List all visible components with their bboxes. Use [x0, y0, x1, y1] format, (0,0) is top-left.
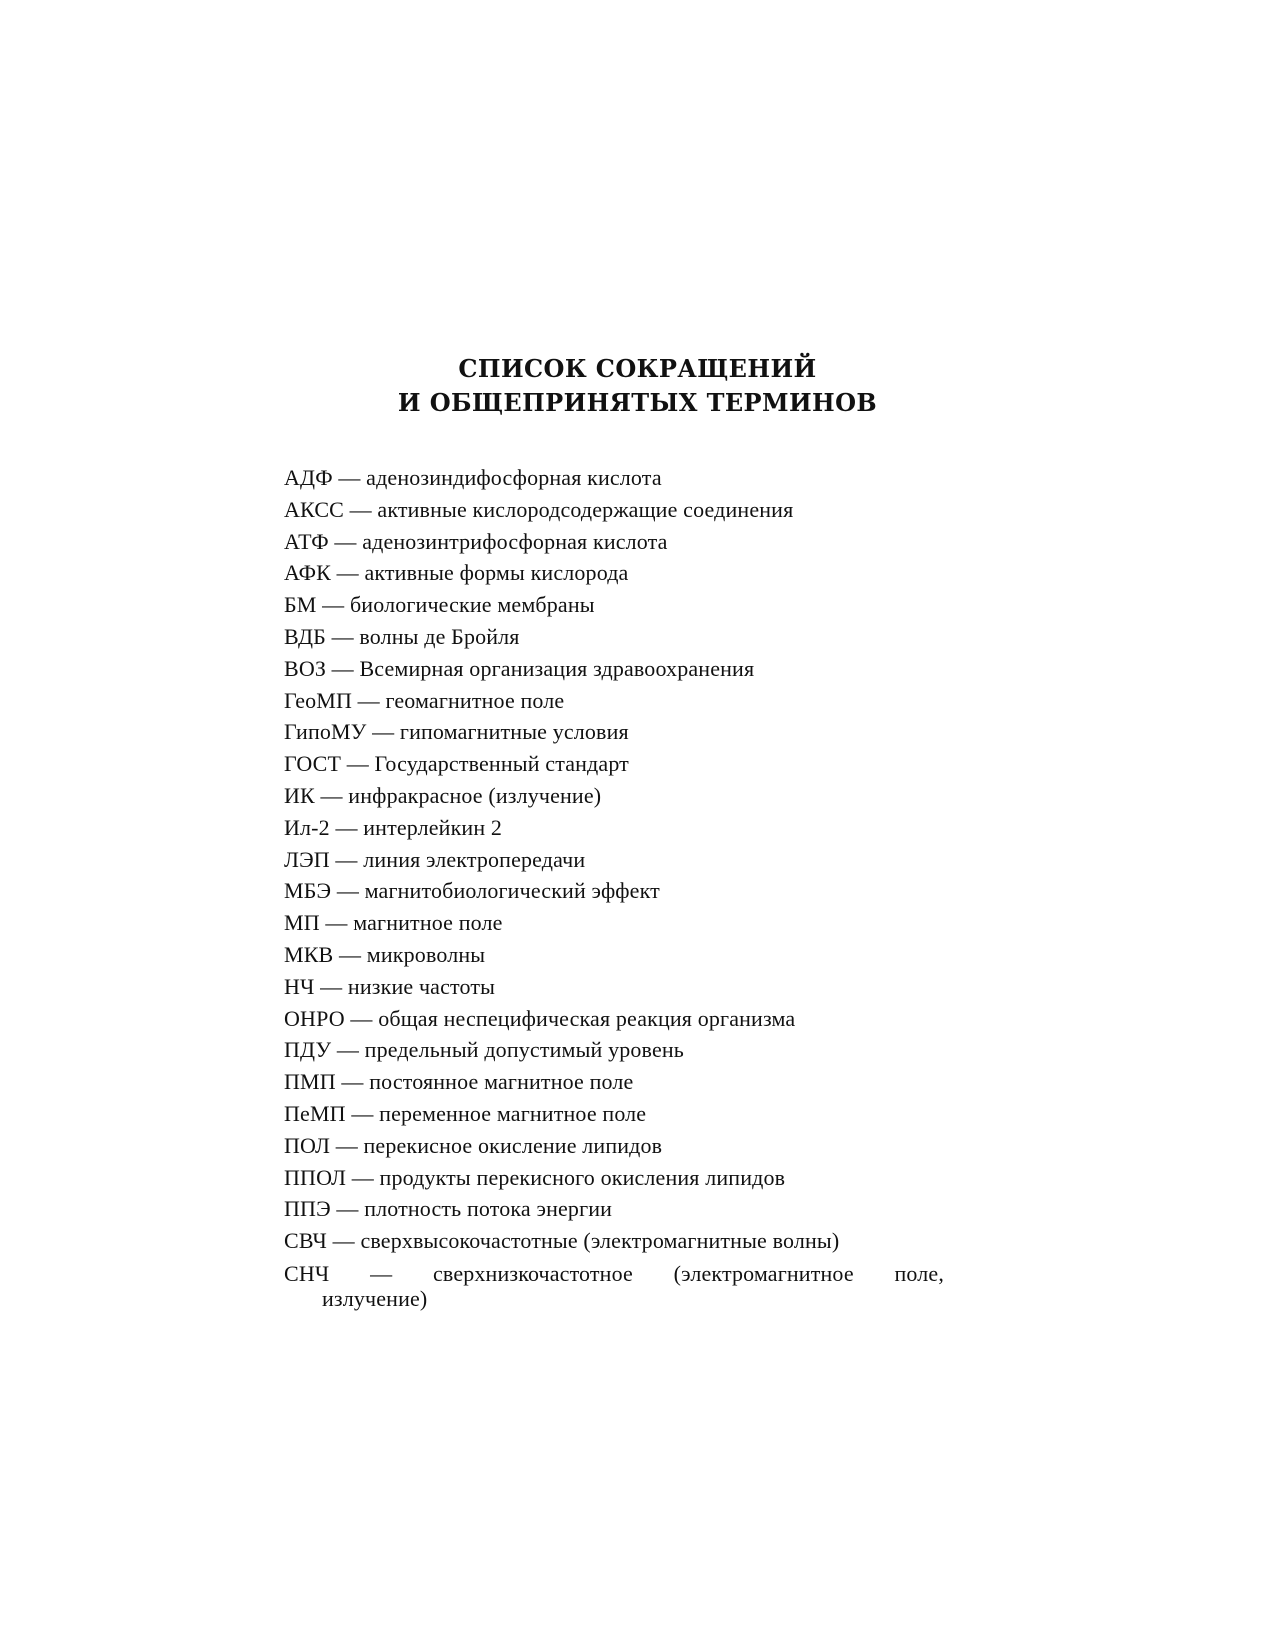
- list-item: МП — магнитное поле: [284, 910, 503, 936]
- list-item: МБЭ — магнитобиологический эффект: [284, 878, 660, 904]
- list-item: АФК — активные формы кислорода: [284, 560, 629, 586]
- list-item: ОНРО — общая неспецифическая реакция организма: [284, 1005, 796, 1031]
- list-item: ЛЭП — линия электропередачи: [284, 846, 586, 872]
- list-item: БМ — биологические мембраны: [284, 592, 595, 618]
- list-item: ВОЗ — Всемирная организация здравоохранения: [284, 655, 755, 681]
- list-item: АДФ — аденозиндифосфорная кислота: [284, 465, 662, 490]
- list-item: ППЭ — плотность потока энергии: [284, 1196, 613, 1222]
- list-item: ПеМП — переменное магнитное поле: [284, 1100, 647, 1126]
- list-item: ПОЛ — перекисное окисление липидов: [284, 1132, 663, 1158]
- list-item: НЧ — низкие частоты: [284, 973, 496, 999]
- list-item: ПДУ — предельный допустимый уровень: [284, 1037, 684, 1063]
- abbreviations-list: [284, 462, 944, 1311]
- list-item: Ил-2 — интерлейкин 2: [284, 814, 503, 840]
- list-item: АКСС — активные кислородсодержащие соединения: [284, 496, 794, 522]
- list-item: СВЧ — сверхвысокочастотные (электромагнитные волны): [284, 1228, 840, 1254]
- list-item: АТФ — аденозинтрифосфорная кислота: [284, 528, 668, 554]
- list-item: ИК — инфракрасное (излучение): [284, 782, 602, 808]
- list-item: ВДБ — волны де Бройля: [284, 623, 520, 649]
- list-item: ПМП — постоянное магнитное поле: [284, 1069, 634, 1095]
- page-title: [0, 352, 1275, 420]
- list-item: СНЧ — сверхнизкочастотное (электромагнитное поле, излучение): [284, 1260, 944, 1311]
- list-item: ППОЛ — продукты перекисного окисления липидов: [284, 1164, 786, 1190]
- list-item: ГеоМП — геомагнитное поле: [284, 687, 565, 713]
- list-item: ГипоМУ — гипомагнитные условия: [284, 719, 629, 745]
- list-item: ГОСТ — Государственный стандарт: [284, 751, 629, 777]
- title-line-2: И ОБЩЕПРИНЯТЫХ ТЕРМИНОВ: [397, 388, 878, 417]
- list-item: МКВ — микроволны: [284, 941, 486, 967]
- title-line-1: СПИСОК СОКРАЩЕНИЙ: [458, 354, 817, 383]
